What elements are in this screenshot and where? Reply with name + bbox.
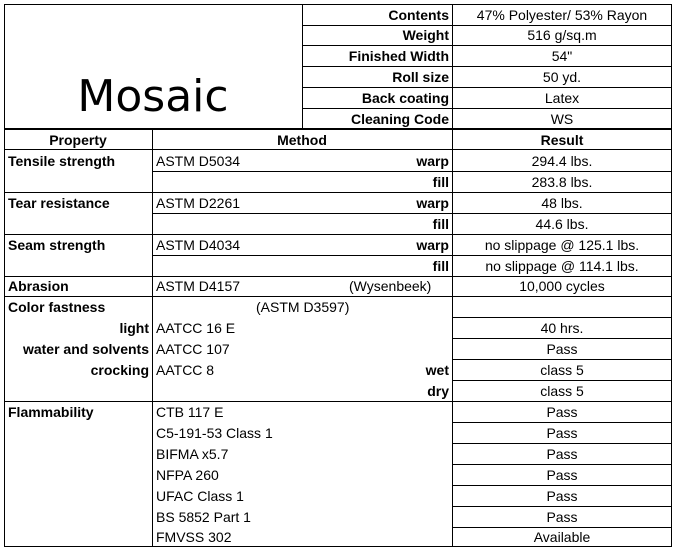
method-name: FMVSS 302 [156, 529, 232, 545]
property-label: Color fastness [8, 299, 106, 315]
divider [4, 192, 672, 193]
method-name: BIFMA x5.7 [156, 445, 229, 462]
table-row [4, 297, 672, 317]
divider [452, 464, 672, 465]
result-value: no slippage @ 114.1 lbs. [485, 257, 639, 274]
spec-value: 54" [551, 47, 573, 64]
table-row [4, 150, 672, 171]
table-row [4, 276, 672, 296]
spec-label: Cleaning Code [350, 110, 449, 127]
result-value: Pass [546, 424, 578, 441]
divider [302, 45, 672, 46]
table-row [4, 192, 672, 213]
spec-row-cleaning-code [4, 108, 672, 129]
method-name: C5-191-53 Class 1 [156, 424, 273, 441]
direction-label: warp [416, 194, 449, 211]
spec-value: WS [550, 110, 574, 127]
result-value: class 5 [540, 361, 584, 378]
direction-label: warp [416, 152, 449, 169]
sub-property-label: light [119, 319, 149, 336]
result-value: 10,000 cycles [519, 278, 605, 294]
divider [4, 128, 672, 130]
method-name: ASTM D5034 [156, 152, 241, 169]
result-value: 283.8 lbs. [531, 173, 593, 190]
divider [452, 527, 672, 528]
divider [152, 213, 672, 214]
result-value: class 5 [540, 382, 584, 399]
result-value: Pass [546, 508, 578, 525]
divider [452, 359, 672, 360]
result-value: 294.4 lbs. [531, 152, 593, 169]
method-name: ASTM D4157 [156, 278, 241, 294]
spec-row-finished-width [4, 45, 672, 66]
result-value: Pass [546, 487, 578, 504]
direction-label: fill [432, 215, 449, 232]
divider [302, 66, 672, 67]
divider [452, 317, 672, 318]
property-label: Abrasion [8, 278, 69, 294]
spec-row-back-coating [4, 87, 672, 108]
property-label: Tensile strength [8, 152, 116, 169]
divider [302, 25, 672, 26]
table-row [4, 380, 672, 401]
result-value: no slippage @ 125.1 lbs. [484, 236, 640, 253]
spec-value: 47% Polyester/ 53% Rayon [476, 6, 648, 23]
method-name: UFAC Class 1 [156, 487, 244, 504]
divider [452, 443, 672, 444]
result-value: 40 hrs. [540, 319, 584, 336]
spec-sheet [4, 4, 672, 547]
table-row [4, 506, 672, 527]
header-method: Method [277, 131, 327, 148]
table-row [4, 443, 672, 464]
divider [302, 87, 672, 88]
table-header [4, 130, 672, 149]
spec-value: 50 yd. [542, 68, 582, 85]
divider [452, 338, 672, 339]
divider [4, 296, 672, 297]
direction-label: fill [432, 257, 449, 274]
direction-label: dry [427, 382, 449, 399]
spec-value: 516 g/sq.m [527, 27, 597, 43]
property-label: Tear resistance [8, 194, 110, 211]
spec-label: Finished Width [348, 47, 449, 64]
divider [4, 149, 672, 150]
result-value: 44.6 lbs. [535, 215, 589, 232]
spec-label: Roll size [392, 68, 449, 85]
direction-label: wet [425, 361, 449, 378]
result-value: Pass [546, 445, 578, 462]
table-border-top [4, 4, 672, 5]
divider [452, 506, 672, 507]
direction-label: fill [432, 173, 449, 190]
divider [152, 171, 672, 172]
result-value: Pass [546, 466, 578, 483]
header-result: Result [540, 131, 584, 148]
spec-row-roll-size [4, 66, 672, 87]
method-name: AATCC 8 [156, 361, 215, 378]
header-property: Property [49, 131, 107, 148]
divider [452, 380, 672, 381]
spec-label: Back coating [361, 89, 449, 106]
product-title: Mosaic [77, 71, 229, 122]
divider [4, 234, 672, 235]
table-row [4, 255, 672, 276]
result-value: 48 lbs. [541, 194, 583, 211]
table-row [4, 338, 672, 359]
table-row [4, 171, 672, 192]
spec-row-contents [4, 4, 672, 25]
table-row [4, 234, 672, 255]
property-label: Seam strength [8, 236, 106, 253]
spec-label: Weight [402, 27, 449, 43]
method-name: ASTM D2261 [156, 194, 241, 211]
method-name: NFPA 260 [156, 466, 219, 483]
method-name: CTB 117 E [156, 403, 224, 420]
table-row [4, 317, 672, 338]
divider [152, 255, 672, 256]
divider [302, 108, 672, 109]
table-row [4, 213, 672, 234]
sub-property-label: crocking [90, 361, 149, 378]
result-value: Pass [546, 403, 578, 420]
table-row [4, 464, 672, 485]
table-border-bottom [4, 546, 672, 547]
result-value: Available [533, 529, 591, 545]
method-name: ASTM D4034 [156, 236, 241, 253]
spec-label: Contents [388, 6, 449, 23]
result-value: Pass [546, 340, 578, 357]
property-label: Flammability [8, 403, 94, 420]
direction-label: warp [416, 236, 449, 253]
table-row [4, 422, 672, 443]
table-row [4, 527, 672, 547]
method-name: AATCC 107 [156, 340, 230, 357]
method-note: (Wysenbeek) [349, 278, 432, 294]
divider [4, 401, 672, 402]
divider [4, 276, 672, 277]
sub-property-label: water and solvents [22, 340, 149, 357]
method-name: BS 5852 Part 1 [156, 508, 251, 525]
table-row [4, 401, 672, 422]
spec-value: Latex [544, 89, 580, 106]
spec-row-weight [4, 25, 672, 45]
method-note: (ASTM D3597) [256, 299, 350, 315]
method-name: AATCC 16 E [156, 319, 236, 336]
divider [452, 422, 672, 423]
divider [452, 485, 672, 486]
table-row [4, 485, 672, 506]
table-row [4, 359, 672, 380]
